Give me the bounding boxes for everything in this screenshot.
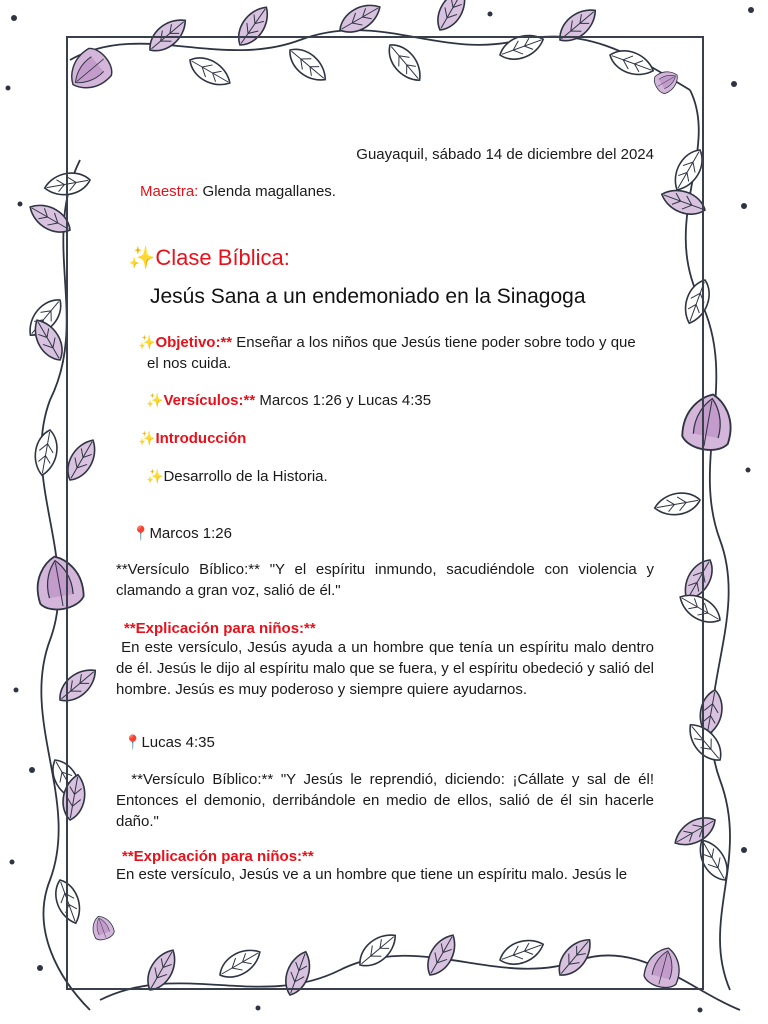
lesson-title: Jesús Sana a un endemoniado en la Sinagoga (150, 285, 586, 308)
document-body (116, 140, 659, 900)
sparkle-icon: ✨ (146, 468, 164, 484)
teacher-label: Maestra: (140, 183, 199, 200)
sparkle-icon: ✨ (138, 430, 156, 446)
passage-1-verse: **Versículo Bíblico:** "Y el espíritu inmundo, sacudiéndole con violencia y clamando a gran voz, salió de él." (116, 561, 654, 599)
passage-1-explanation: En este versículo, Jesús ayuda a un hombre que tenía un espíritu malo dentro de él. Jesús le dijo al espíritu malo que se fuera, y el espíritu obedeció y salió del hombre. Jesús es muy poderoso y siempre quiere ayudarnos. (116, 639, 659, 698)
introduction-line (138, 428, 246, 449)
class-heading (128, 244, 290, 272)
development-text: Desarrollo de la Historia. (163, 468, 328, 485)
introduction-label: Introducción (155, 430, 247, 447)
passage-1-reference (132, 523, 232, 544)
verses-text: Marcos 1:26 y Lucas 4:35 (255, 392, 432, 409)
passage-2-reference (124, 732, 215, 753)
passage-2-explanation: En este versículo, Jesús ve a un hombre que tiene un espíritu malo. Jesús le (116, 866, 628, 883)
verses-label: Versículos:** (163, 392, 256, 409)
teacher-line (140, 181, 336, 202)
passage-2-explanation-label: **Explicación para niños:** (122, 848, 314, 865)
sparkle-icon: ✨ (146, 392, 164, 408)
verses-line (146, 390, 431, 411)
pin-icon: 📍 (132, 525, 150, 541)
teacher-name: Glenda magallanes. (202, 183, 336, 200)
class-heading-text: Clase Bíblica: (155, 245, 290, 270)
sparkle-icon: ✨ (128, 245, 156, 270)
objective-text-1: Enseñar a los niños que Jesús tiene poder sobre todo y que (232, 334, 636, 351)
location-date: Guayaquil, sábado 14 de diciembre del 2024 (356, 146, 654, 163)
objective-block (138, 332, 654, 374)
passage-2-verse: **Versículo Bíblico:** "Y Jesús le reprendió, diciendo: ¡Cállate y sal de él! Entonces el demonio, derribándole en medio de ellos, salió de él sin hacerle daño." (116, 771, 659, 830)
passage-2-reference-text: Lucas 4:35 (141, 734, 215, 751)
objective-label: Objetivo:** (155, 334, 233, 351)
objective-text-2: el nos cuida. (147, 355, 232, 372)
passage-1-explanation-label: **Explicación para niños:** (124, 620, 316, 637)
development-line (146, 466, 328, 487)
passage-1-reference-text: Marcos 1:26 (149, 525, 232, 542)
sparkle-icon: ✨ (138, 334, 156, 350)
pin-icon: 📍 (124, 734, 142, 750)
